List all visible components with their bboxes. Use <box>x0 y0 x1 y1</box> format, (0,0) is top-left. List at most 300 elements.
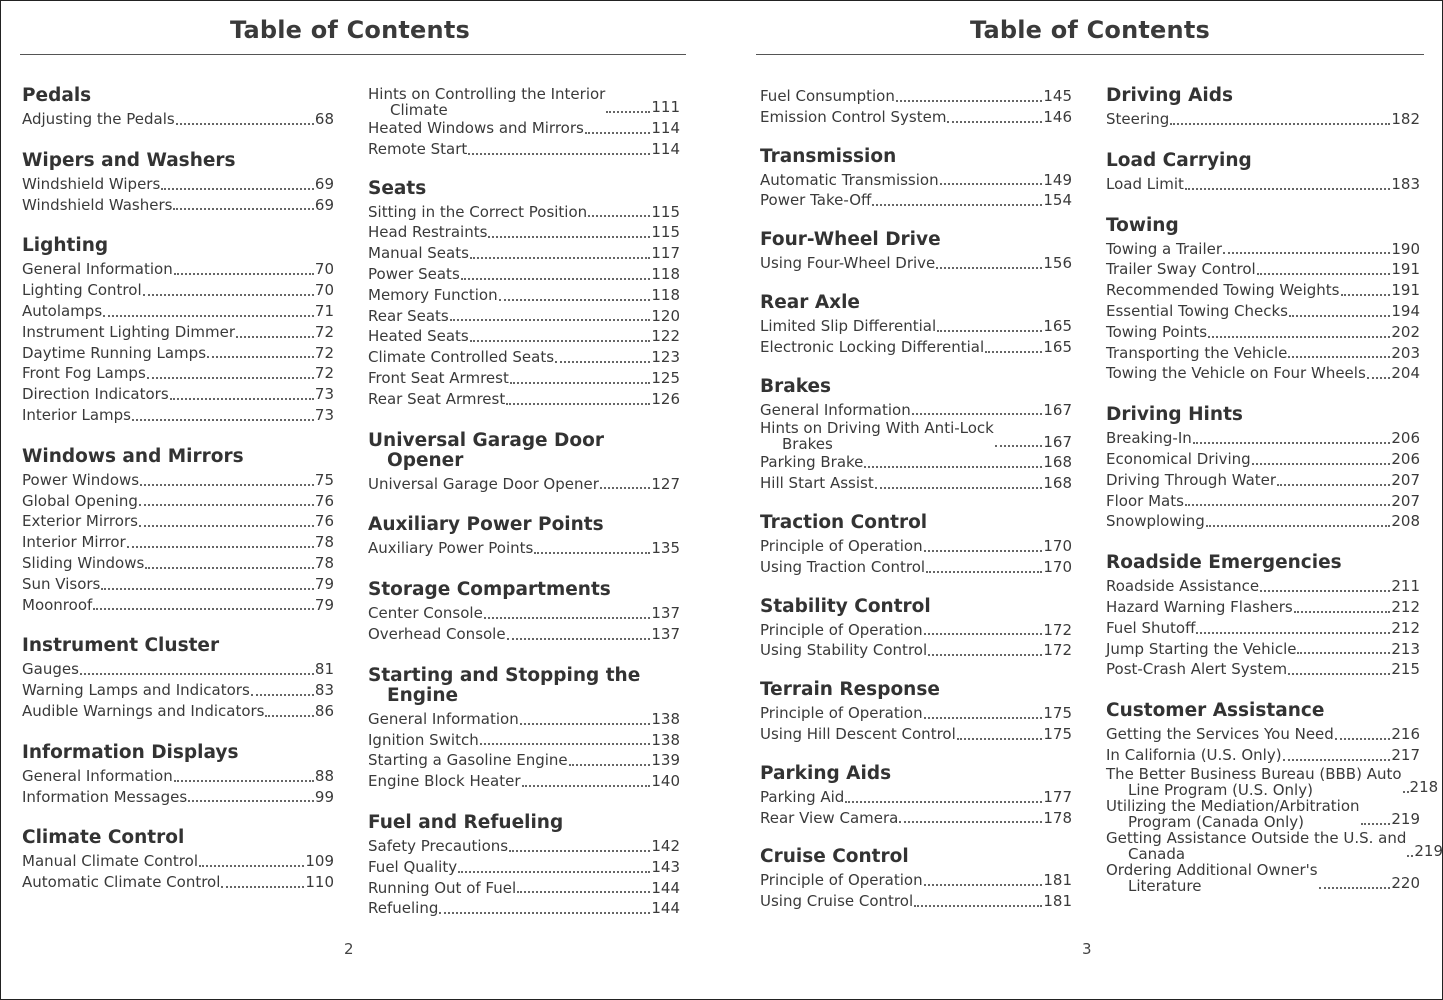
toc-entry[interactable] <box>1106 239 1420 260</box>
toc-entry-label: Driving Through Water <box>1106 470 1277 489</box>
toc-entry[interactable] <box>368 730 680 751</box>
toc-page-number: 145 <box>1043 87 1072 105</box>
toc-page-number: 168 <box>1043 453 1072 472</box>
toc-dot-leader <box>926 570 1042 573</box>
toc-entry[interactable] <box>1106 322 1420 343</box>
toc-entry[interactable] <box>760 870 1072 891</box>
toc-page-number: 144 <box>651 878 680 897</box>
toc-section-title-line: Cruise Control <box>760 846 909 868</box>
toc-entry-label-line: Climate <box>390 101 448 119</box>
toc-section <box>1106 151 1420 195</box>
toc-entry-label: Hazard Warning Flashers <box>1106 597 1293 616</box>
toc-page-number: 181 <box>1043 892 1072 911</box>
toc-dot-leader <box>985 350 1042 353</box>
toc-entry[interactable] <box>368 709 680 730</box>
toc-entry-label: Autolamps <box>22 301 103 320</box>
toc-entry[interactable] <box>368 139 680 160</box>
toc-section <box>760 597 1072 662</box>
toc-dot-leader <box>470 256 650 259</box>
toc-entry[interactable] <box>1106 109 1420 130</box>
toc-entry[interactable] <box>22 553 334 574</box>
toc-entry-label: Limited Slip Differential <box>760 316 937 335</box>
toc-page-number: 125 <box>651 368 680 387</box>
toc-dot-leader <box>506 402 650 405</box>
toc-entry[interactable] <box>1106 343 1420 364</box>
toc-entry[interactable] <box>22 511 334 532</box>
toc-section-title <box>760 680 1072 700</box>
toc-entry-label: Jump Starting the Vehicle <box>1106 639 1297 658</box>
toc-section-title <box>1106 216 1420 236</box>
toc-section-title <box>368 666 680 706</box>
toc-section-title-line: Driving Hints <box>1106 404 1243 426</box>
toc-entry[interactable] <box>22 195 334 216</box>
left-page-number: 2 <box>344 940 354 958</box>
toc-section-title-line: Auxiliary Power Points <box>368 514 604 536</box>
toc-entry[interactable] <box>368 306 680 327</box>
toc-page-number: 212 <box>1391 597 1420 616</box>
toc-dot-leader <box>480 742 651 745</box>
toc-dot-leader <box>1297 651 1390 654</box>
toc-section-title <box>368 515 680 535</box>
toc-entry-label: Front Fog Lamps <box>22 364 146 383</box>
toc-page-number: 78 <box>314 553 334 572</box>
toc-entry[interactable] <box>22 109 334 130</box>
toc-entry-label: Windshield Washers <box>22 195 173 214</box>
toc-page-number: 83 <box>314 681 334 700</box>
toc-entry[interactable] <box>1106 745 1420 766</box>
toc-section-title <box>22 151 334 171</box>
toc-dot-leader <box>585 131 651 134</box>
toc-entry[interactable] <box>760 190 1072 211</box>
toc-section <box>368 813 680 919</box>
toc-entry[interactable] <box>22 680 334 701</box>
toc-dot-leader <box>522 784 651 787</box>
toc-page-number: 72 <box>314 322 334 341</box>
toc-page-number: 170 <box>1043 557 1072 576</box>
toc-entry[interactable] <box>1106 618 1420 639</box>
toc-entry[interactable] <box>368 474 680 495</box>
left-page-column-2 <box>368 86 680 919</box>
toc-entry[interactable] <box>22 174 334 195</box>
toc-section-title <box>1106 405 1420 425</box>
toc-entry-label: Emission Control System <box>760 107 947 126</box>
toc-entry-label: Recommended Towing Weights <box>1106 281 1340 300</box>
toc-dot-leader <box>161 187 314 190</box>
toc-section-title-line: Engine <box>387 684 459 706</box>
toc-page-number: 168 <box>1043 474 1072 493</box>
toc-entry[interactable] <box>22 766 334 787</box>
toc-page-number: 137 <box>651 604 680 623</box>
toc-section-title <box>22 743 334 763</box>
toc-dot-leader <box>468 152 650 155</box>
toc-entry-label: Automatic Transmission <box>760 170 939 189</box>
toc-section-title-line: Rear Axle <box>760 291 860 313</box>
toc-entry[interactable] <box>22 872 334 893</box>
toc-entry[interactable] <box>368 243 680 264</box>
toc-entry[interactable] <box>1106 174 1420 195</box>
toc-section-title <box>1106 151 1420 171</box>
toc-section-title-line: Four-Wheel Drive <box>760 229 941 251</box>
toc-entry-label: Information Messages <box>22 787 188 806</box>
toc-section <box>22 236 334 425</box>
toc-page-number: 146 <box>1043 107 1072 126</box>
toc-page-number: 70 <box>314 281 334 300</box>
toc-entry[interactable] <box>760 170 1072 191</box>
toc-dot-leader <box>1193 441 1391 444</box>
toc-page-number: 118 <box>651 264 680 283</box>
right-page-column-1 <box>760 86 1072 912</box>
toc-entry[interactable] <box>760 787 1072 808</box>
toc-page-number: 137 <box>651 624 680 643</box>
toc-entry-label: Roadside Assistance <box>1106 577 1260 596</box>
toc-entry-label: Rear Seat Armrest <box>368 389 506 408</box>
toc-page-number: 149 <box>1043 170 1072 189</box>
toc-entry-label: Head Restraints <box>368 223 488 242</box>
toc-page-number: 182 <box>1391 110 1420 128</box>
toc-entry-label: Electronic Locking Differential <box>760 337 985 356</box>
toc-section <box>1106 216 1420 385</box>
toc-entry[interactable] <box>760 253 1072 274</box>
toc-dot-leader <box>439 911 650 914</box>
toc-entry[interactable] <box>368 118 680 139</box>
toc-page-number: 122 <box>651 327 680 346</box>
toc-dot-leader <box>912 412 1043 415</box>
toc-section-title <box>760 293 1072 313</box>
toc-dot-leader <box>176 122 314 125</box>
toc-entry[interactable] <box>760 86 1072 107</box>
toc-entry-label: Automatic Climate Control <box>22 873 221 892</box>
toc-entry[interactable] <box>368 368 680 389</box>
toc-entry[interactable] <box>1106 724 1420 745</box>
toc-dot-leader <box>101 587 314 590</box>
toc-entry[interactable] <box>368 264 680 285</box>
toc-entry[interactable] <box>368 86 680 118</box>
toc-entry-label-line: Getting Assistance Outside the U.S. and <box>1106 828 1407 847</box>
toc-section-title-line: Starting and Stopping the <box>368 664 641 686</box>
toc-dot-leader <box>872 203 1042 206</box>
toc-entry[interactable] <box>368 326 680 347</box>
toc-dot-leader <box>914 904 1042 907</box>
toc-entry[interactable] <box>22 343 334 364</box>
toc-entry[interactable] <box>760 316 1072 337</box>
toc-entry[interactable] <box>368 836 680 857</box>
toc-entry[interactable] <box>22 659 334 680</box>
toc-entry-label: General Information <box>22 766 173 785</box>
toc-page-number: 167 <box>1043 400 1072 419</box>
toc-page-number: 72 <box>314 364 334 383</box>
toc-entry-label: Trailer Sway Control <box>1106 260 1256 279</box>
toc-dot-leader <box>1335 737 1391 740</box>
toc-page-number: 202 <box>1391 322 1420 341</box>
toc-page-number: 72 <box>314 343 334 362</box>
toc-page-number: 217 <box>1391 745 1420 764</box>
toc-entry-label: Using Four-Wheel Drive <box>760 254 936 273</box>
toc-entry[interactable] <box>1106 491 1420 512</box>
toc-entry-label: Interior Lamps <box>22 405 131 424</box>
toc-entry[interactable] <box>368 898 680 919</box>
toc-entry[interactable] <box>1106 639 1420 660</box>
toc-section <box>760 680 1072 745</box>
toc-section <box>760 147 1072 212</box>
toc-dot-leader <box>1185 187 1390 190</box>
toc-entry[interactable] <box>760 724 1072 745</box>
toc-dot-leader <box>1260 589 1390 592</box>
toc-dot-leader <box>207 355 314 358</box>
toc-section-title <box>760 513 1072 533</box>
toc-entry-label: Principle of Operation <box>760 704 923 723</box>
toc-entry[interactable] <box>760 107 1072 128</box>
toc-section-title <box>760 377 1072 397</box>
toc-entry[interactable] <box>368 624 680 645</box>
toc-section-title <box>1106 553 1420 573</box>
toc-entry[interactable] <box>1106 511 1420 532</box>
toc-entry[interactable] <box>760 557 1072 578</box>
toc-dot-leader <box>1407 854 1413 857</box>
toc-entry-label: Overhead Console <box>368 624 506 643</box>
toc-entry-label-line: Ordering Additional Owner's <box>1106 860 1318 879</box>
toc-dot-leader <box>995 444 1043 447</box>
toc-section <box>1106 405 1420 532</box>
toc-entry[interactable] <box>760 420 1072 452</box>
toc-entry[interactable] <box>1106 259 1420 280</box>
toc-dot-leader <box>139 503 314 506</box>
toc-entry-label: Engine Block Heater <box>368 772 521 791</box>
toc-entry[interactable] <box>368 878 680 899</box>
toc-section <box>760 764 1072 829</box>
toc-section <box>368 580 680 645</box>
toc-dot-leader <box>174 779 314 782</box>
toc-dot-leader <box>600 486 651 489</box>
toc-entry[interactable] <box>1106 470 1420 491</box>
toc-page-number: 177 <box>1043 787 1072 806</box>
toc-entry[interactable] <box>1106 862 1420 894</box>
toc-entry[interactable] <box>1106 828 1443 863</box>
toc-entry[interactable] <box>760 536 1072 557</box>
toc-entry[interactable] <box>22 851 334 872</box>
toc-dot-leader <box>1367 376 1391 379</box>
toc-dot-leader <box>510 381 651 384</box>
toc-page-number: 73 <box>314 405 334 424</box>
toc-page-number: 139 <box>651 751 680 770</box>
toc-entry-label: Windshield Wipers <box>22 174 161 193</box>
toc-section-title <box>760 147 1072 167</box>
toc-entry-label: Transporting the Vehicle <box>1106 343 1288 362</box>
toc-page-number: 138 <box>651 709 680 728</box>
toc-dot-leader <box>1288 672 1390 675</box>
toc-entry-label: Refueling <box>368 899 439 918</box>
toc-entry[interactable] <box>22 491 334 512</box>
toc-dot-leader <box>569 763 651 766</box>
toc-dot-leader <box>1257 272 1391 275</box>
toc-entry[interactable] <box>368 389 680 410</box>
toc-dot-leader <box>265 714 313 717</box>
toc-entry-label <box>760 420 994 452</box>
toc-section-title-line: Stability Control <box>760 595 931 617</box>
toc-dot-leader <box>1403 790 1409 793</box>
toc-entry[interactable] <box>1106 280 1420 301</box>
toc-entry[interactable] <box>22 301 334 322</box>
toc-entry[interactable] <box>1106 363 1420 384</box>
toc-section-title <box>22 447 334 467</box>
toc-entry[interactable] <box>368 222 680 243</box>
toc-entry[interactable] <box>22 405 334 426</box>
toc-entry[interactable] <box>760 473 1072 494</box>
toc-dot-leader <box>458 870 650 873</box>
toc-entry-label: Lighting Control <box>22 281 142 300</box>
toc-dot-leader <box>251 693 314 696</box>
toc-page-number: 88 <box>314 766 334 785</box>
toc-page-number: 208 <box>1391 512 1420 531</box>
toc-section <box>760 86 1072 128</box>
toc-page-number: 206 <box>1391 429 1420 448</box>
toc-dot-leader <box>928 653 1042 656</box>
toc-entry-label: Global Opening <box>22 491 138 510</box>
toc-entry[interactable] <box>368 857 680 878</box>
toc-entry[interactable] <box>760 703 1072 724</box>
toc-section-title <box>368 431 680 471</box>
toc-entry[interactable] <box>1106 301 1420 322</box>
toc-dot-leader <box>947 120 1042 123</box>
toc-entry-label-line: Program (Canada Only) <box>1128 812 1304 831</box>
toc-entry[interactable] <box>22 322 334 343</box>
toc-entry[interactable] <box>760 400 1072 421</box>
toc-entry-label: Towing a Trailer <box>1106 239 1223 258</box>
toc-section-title-line: Load Carrying <box>1106 149 1252 171</box>
toc-entry-label: Starting a Gasoline Engine <box>368 751 568 770</box>
toc-dot-leader <box>488 235 650 238</box>
toc-dot-leader <box>1196 631 1390 634</box>
toc-entry[interactable] <box>22 470 334 491</box>
toc-entry-label: Sliding Windows <box>22 553 145 572</box>
toc-entry-label: Essential Towing Checks <box>1106 301 1288 320</box>
toc-entry[interactable] <box>368 202 680 223</box>
toc-section <box>368 431 680 495</box>
toc-entry[interactable] <box>22 787 334 808</box>
toc-entry-label: Breaking-In <box>1106 429 1192 448</box>
toc-dot-leader <box>937 329 1042 332</box>
toc-entry[interactable] <box>22 384 334 405</box>
toc-page-number: 178 <box>1043 808 1072 827</box>
toc-section-title <box>1106 701 1420 721</box>
toc-entry[interactable] <box>368 750 680 771</box>
toc-section-title-line: Storage Compartments <box>368 579 611 601</box>
toc-entry[interactable] <box>368 285 680 306</box>
toc-entry-label-line: Hints on Driving With Anti-Lock <box>760 419 994 438</box>
toc-page-number: 165 <box>1043 316 1072 335</box>
toc-page-number: 138 <box>651 730 680 749</box>
toc-page-number: 218 <box>1409 777 1439 796</box>
left-page-title: Table of Contents <box>230 16 470 44</box>
toc-entry[interactable] <box>760 640 1072 661</box>
toc-page-number: 181 <box>1043 871 1072 890</box>
toc-entry[interactable] <box>22 280 334 301</box>
toc-section-title-line: Opener <box>387 449 464 471</box>
toc-entry[interactable] <box>760 808 1072 829</box>
toc-entry[interactable] <box>760 452 1072 473</box>
toc-section <box>760 293 1072 358</box>
toc-entry[interactable] <box>22 363 334 384</box>
toc-entry-label: Fuel Consumption <box>760 87 895 105</box>
toc-entry[interactable] <box>368 603 680 624</box>
toc-dot-leader <box>555 360 650 363</box>
toc-entry-label: Rear View Camera <box>760 808 899 827</box>
toc-dot-leader <box>143 293 314 296</box>
toc-entry[interactable] <box>368 347 680 368</box>
toc-page-number: 154 <box>1043 191 1072 210</box>
toc-page-number: 118 <box>651 285 680 304</box>
toc-entry[interactable] <box>22 701 334 722</box>
toc-page-number: 140 <box>651 772 680 791</box>
toc-entry[interactable] <box>1106 659 1420 680</box>
toc-entry[interactable] <box>22 574 334 595</box>
toc-entry-label-line: Utilizing the Mediation/Arbitration <box>1106 796 1360 815</box>
toc-section-title-line: Windows and Mirrors <box>22 445 244 467</box>
toc-dot-leader <box>1277 483 1390 486</box>
toc-entry[interactable] <box>760 620 1072 641</box>
toc-section-title-line: Universal Garage Door <box>368 429 604 451</box>
toc-section-title-line: Information Displays <box>22 741 239 763</box>
toc-section-title-line: Lighting <box>22 235 109 257</box>
toc-entry-label: Snowplowing <box>1106 512 1205 531</box>
toc-section <box>368 666 680 792</box>
toc-entry[interactable] <box>1106 764 1439 799</box>
toc-entry[interactable] <box>22 259 334 280</box>
toc-section-title-line: Parking Aids <box>760 762 892 784</box>
toc-page-number: 156 <box>1043 254 1072 273</box>
toc-entry[interactable] <box>368 538 680 559</box>
toc-entry[interactable] <box>760 337 1072 358</box>
toc-entry[interactable] <box>1106 449 1420 470</box>
toc-entry[interactable] <box>22 595 334 616</box>
toc-entry[interactable] <box>1106 597 1420 618</box>
toc-entry[interactable] <box>368 771 680 792</box>
toc-entry[interactable] <box>760 891 1072 912</box>
toc-page-number: 194 <box>1391 301 1420 320</box>
toc-entry-label: Remote Start <box>368 139 468 158</box>
toc-page-number: 68 <box>314 110 334 128</box>
toc-section-title-line: Driving Aids <box>1106 85 1233 106</box>
toc-page-number: 172 <box>1043 620 1072 639</box>
toc-entry-label: Interior Mirror <box>22 533 126 552</box>
right-page-number: 3 <box>1082 940 1092 958</box>
toc-section <box>760 847 1072 912</box>
toc-dot-leader <box>1223 251 1390 254</box>
toc-page-number: 220 <box>1391 873 1420 892</box>
toc-page-number: 213 <box>1391 639 1420 658</box>
toc-dot-leader <box>236 335 314 338</box>
toc-entry[interactable] <box>22 532 334 553</box>
toc-dot-leader <box>470 339 651 342</box>
toc-section-title <box>22 828 334 848</box>
toc-entry-label: General Information <box>760 400 911 419</box>
toc-entry-label: Heated Seats <box>368 327 469 346</box>
toc-entry-label-line: Canada <box>1128 844 1186 863</box>
toc-entry[interactable] <box>1106 428 1420 449</box>
toc-dot-leader <box>588 214 650 217</box>
toc-page-number: 207 <box>1391 470 1420 489</box>
toc-page-number: 167 <box>1043 432 1072 451</box>
toc-page-number: 212 <box>1391 618 1420 637</box>
toc-dot-leader <box>1252 462 1391 465</box>
right-page-column-2 <box>1106 85 1443 895</box>
toc-entry[interactable] <box>1106 576 1420 597</box>
toc-entry[interactable] <box>1106 798 1420 830</box>
toc-entry-label: General Information <box>22 260 173 279</box>
toc-entry-label: Daytime Running Lamps <box>22 343 207 362</box>
left-title-rule <box>20 54 686 55</box>
toc-dot-leader <box>1361 822 1391 825</box>
toc-page-number: 111 <box>651 98 680 117</box>
